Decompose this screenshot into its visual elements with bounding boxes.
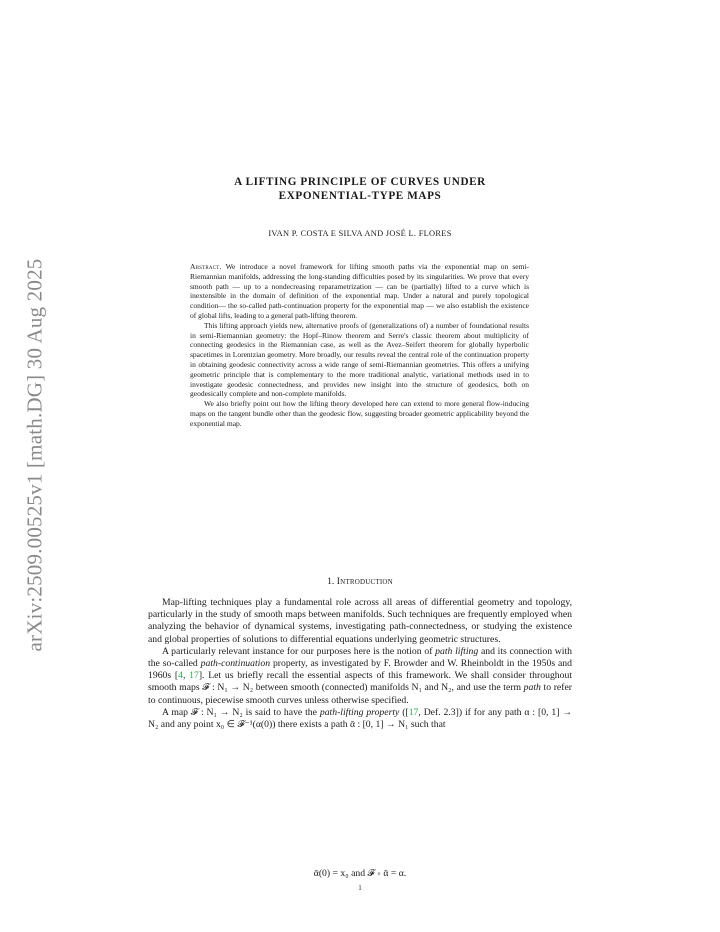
body-paragraph-2 xyxy=(148,646,572,707)
text-run: ([ xyxy=(399,706,409,718)
body-text xyxy=(148,597,572,731)
text-run: to refer to continuous, piecewise smooth curves unless otherwise specified. xyxy=(148,682,572,706)
section-number: 1. xyxy=(327,576,335,587)
section-heading xyxy=(150,576,570,587)
text-run: A particularly relevant instance for our purposes here is the notion of xyxy=(162,645,436,657)
body-paragraph-1: Map-lifting techniques play a fundamental role across all areas of differential geometry and topology, particularly in the study of smooth maps between manifolds. Such techniques are frequently employed when analyzing the behavior of dynamical systems, investigating path-connectedness, or studying the existence and global properties of solutions to differential equations underlying geometric structures. xyxy=(148,597,572,645)
emphasis-path-continuation: path-continuation xyxy=(200,658,271,670)
text-run: property, as investigated by F. Browder and W. Rheinboldt in the 1950s and 1960s [ xyxy=(148,658,572,682)
display-equation: ᾱ(0) = x₀ and 𝓕 ∘ ᾱ = α. xyxy=(313,868,407,879)
text-run: and its connection with the so-called xyxy=(148,645,572,670)
abstract-paragraph-2: This lifting approach yields new, alternative proofs of (generalizations of) a number of foundational results in semi-Riemannian geometry: the Hopf–Rinow theorem and Serre's classic theorem about multiplicity of connecting geodesics in the Riemannian case, as well as the Avez–Seifert theorem for globally hyperbolic spacetimes in Lorentzian geometry. More broadly, our results reveal the central role of the continuation property in obtaining geodesic connectivity across a wide range of semi-Riemannian geometries. This offers a unifying geometric principle that is complementary to the more traditional analytic, variational methods used in to investigate geodesic connectedness, and provides new insight into the structure of geodesics, both on geodesically complete and non-complete manifolds. xyxy=(190,320,529,399)
abstract-paragraph-3: We also briefly point out how the lifting theory developed here can extend to more general flow-inducing maps on the tangent bundle other than the geodesic flow, suggesting broader geometric applicability beyond the exponential map. xyxy=(190,399,529,428)
emphasis-path: path xyxy=(523,682,541,694)
abstract xyxy=(190,262,529,429)
emphasis-path-lifting: path lifting xyxy=(435,645,479,657)
arxiv-sidebar xyxy=(0,0,60,932)
authors: IVAN P. COSTA E SILVA AND JOSÉ L. FLORES xyxy=(268,229,452,238)
text-run: , Def. 2.3]) if for any path α : [0, 1] → N₂ and any point x₀ ∈ 𝓕⁻¹(α(0)) there exists a path ᾱ : [0, 1] → N₁ such that xyxy=(148,706,573,731)
abstract-paragraph-1 xyxy=(190,262,529,321)
text-run: A map 𝓕 : N₁ → N₂ is said to have the xyxy=(162,706,320,718)
section-title: Introduction xyxy=(336,576,393,587)
page-number: 1 xyxy=(358,884,362,892)
arxiv-identifier[interactable]: arXiv:2509.00525v1 [math.DG] 30 Aug 2025 xyxy=(22,258,47,652)
citation-link[interactable]: 17 xyxy=(189,670,199,682)
text-run: , xyxy=(182,670,190,682)
abstract-heading: Abstract. xyxy=(190,262,222,271)
citation-link[interactable]: 17 xyxy=(408,706,419,718)
emphasis-path-lifting-property: path-lifting property xyxy=(319,706,400,718)
paper-title xyxy=(150,175,570,203)
citation-link[interactable]: 4 xyxy=(178,670,183,682)
title-line-1: A LIFTING PRINCIPLE OF CURVES UNDER xyxy=(234,176,486,188)
abstract-text-1: We introduce a novel framework for lifting smooth paths via the exponential map on semi-Riemannian manifolds, addressing the long-standing difficulties posed by its singularities. We prove that every smooth path — up to a nondecreasing reparametrization — can be (partially) lifted to a curve which is inextensible in the domain of definition of the exponential map. Under a natural and purely topological condition— the so-called path-continuation property for the exponential map — we also establish the existence of global lifts, leading to a general path-lifting theorem. xyxy=(190,262,530,320)
title-line-2: EXPONENTIAL-TYPE MAPS xyxy=(278,190,442,202)
body-paragraph-3 xyxy=(148,707,572,731)
text-run: ]. Let us briefly recall the essential aspects of this framework. We shall consider throughout smooth maps 𝓕 : N₁ → N₂ between smooth (connected) manifolds N₁ and N₂, and use the term xyxy=(148,670,573,694)
